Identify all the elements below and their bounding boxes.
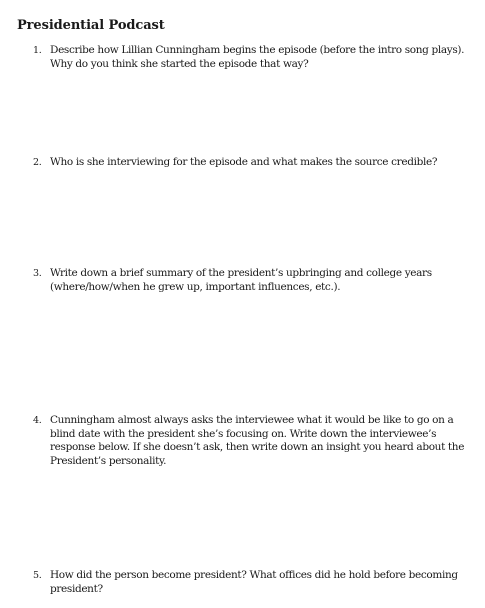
worksheet-title: Presidential Podcast	[17, 18, 165, 33]
question-5	[33, 569, 469, 596]
question-text: Who is she interviewing for the episode and what makes the source credible?	[50, 156, 438, 168]
question-2	[33, 156, 469, 170]
question-text: Write down a brief summary of the president’s upbringing and college years (where/how/when he grew up, important influences, etc.).	[50, 267, 432, 293]
question-number: 3.	[33, 268, 42, 279]
question-text: Cunningham almost always asks the interviewee what it would be like to go on a blind date with the president she’s focusing on. Write down the interviewee’s response below. If she doesn’t ask, then write down an insight you heard about the President’s personality.	[50, 414, 465, 467]
question-number: 4.	[33, 415, 42, 426]
question-number: 5.	[33, 570, 42, 581]
question-1	[33, 44, 469, 71]
question-text: Describe how Lillian Cunningham begins the episode (before the intro song plays). Why do you think she started the episode that way?	[50, 44, 465, 70]
question-text: How did the person become president? What offices did he hold before becoming president?	[50, 569, 458, 595]
question-4	[33, 414, 469, 468]
question-number: 2.	[33, 157, 42, 168]
question-number: 1.	[33, 45, 42, 56]
question-3	[33, 267, 469, 294]
